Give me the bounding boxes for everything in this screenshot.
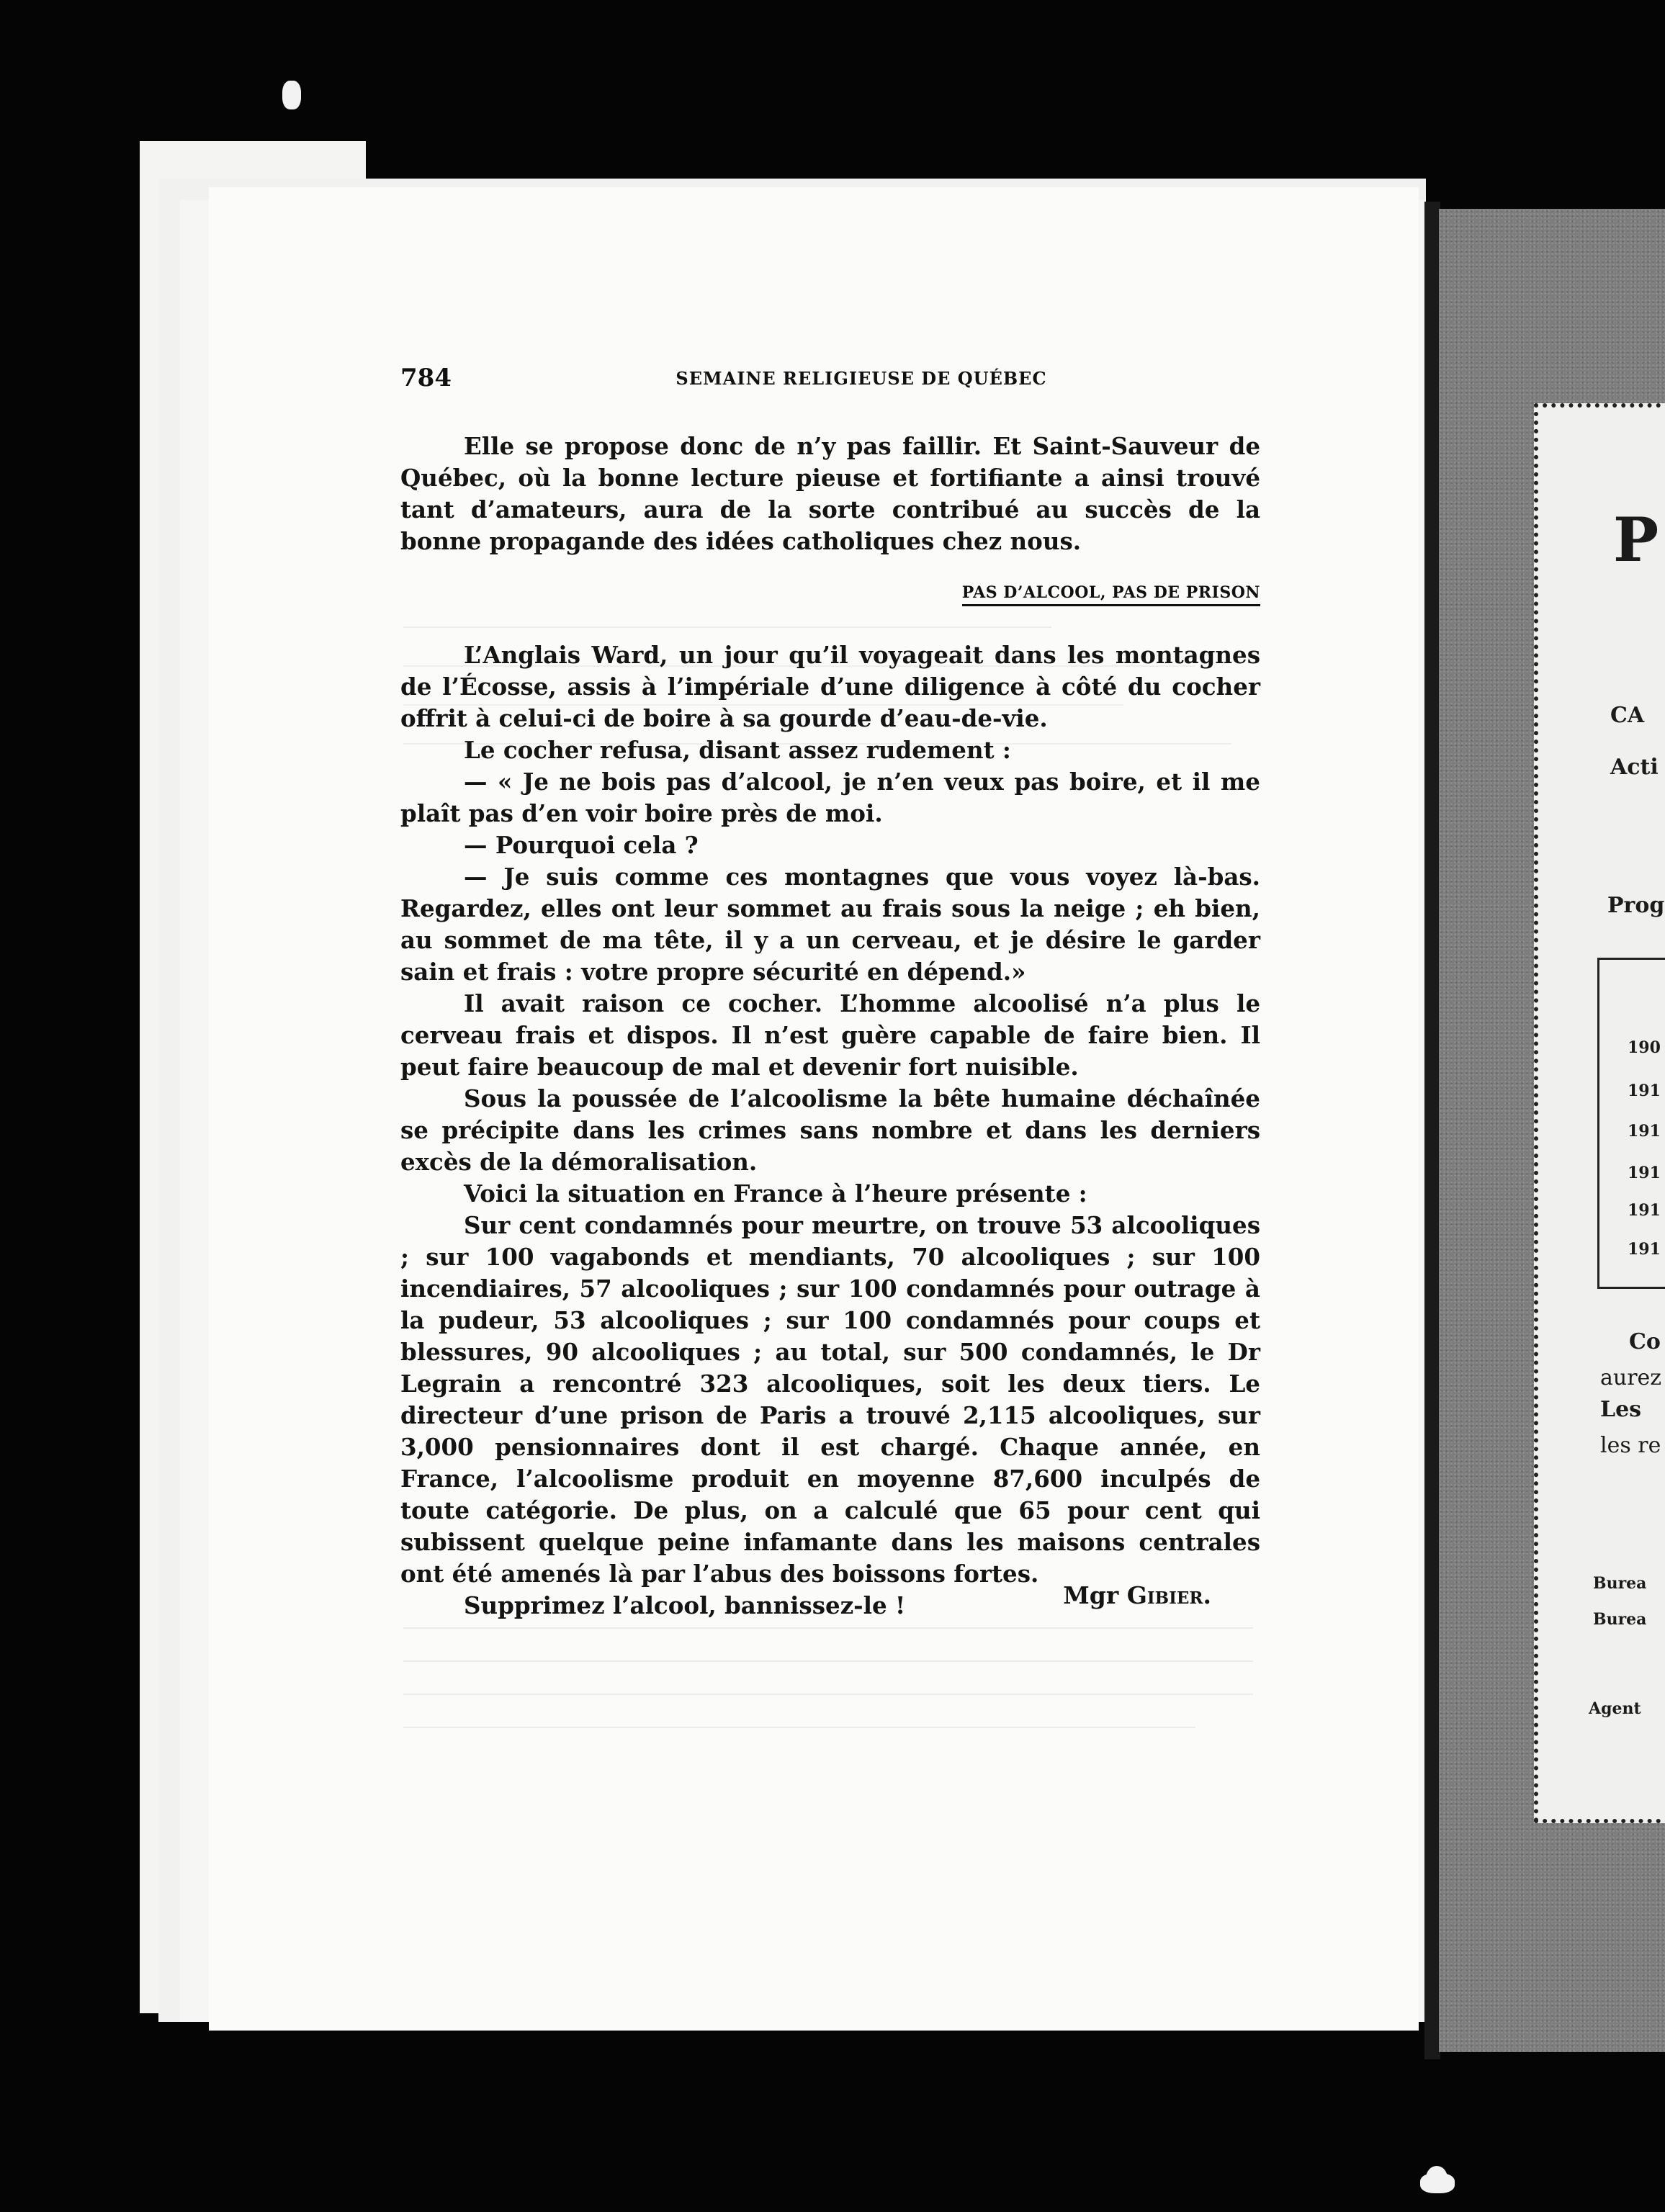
booklet-fragment: Burea bbox=[1593, 1610, 1647, 1629]
signature bbox=[1063, 1581, 1211, 1609]
booklet-fragment: CA bbox=[1610, 703, 1645, 728]
paragraph: Sous la poussée de l’alcoolisme la bête humaine déchaînée se précipite dans les crimes sans nombre et dans les derniers excès de la démoralisation. bbox=[400, 1084, 1260, 1176]
booklet-fragment: 191 bbox=[1628, 1164, 1661, 1182]
bleed-through-text bbox=[403, 1627, 1267, 1786]
booklet-fragment: Burea bbox=[1593, 1574, 1647, 1593]
booklet-fragment: 190 bbox=[1628, 1038, 1661, 1057]
booklet-spine bbox=[1424, 202, 1440, 2059]
booklet-fragment: Prog bbox=[1607, 893, 1665, 918]
paragraph: Il avait raison ce cocher. L’homme alcoolisé n’a plus le cerveau frais et dispos. Il n’est guère capable de faire bien. Il peut faire beaucoup de mal et devenir fort nuisible. bbox=[400, 989, 1260, 1081]
paragraph: Voici la situation en France à l’heure présente : bbox=[464, 1179, 1087, 1208]
paragraph: L’Anglais Ward, un jour qu’il voyageait dans les montagnes de l’Écosse, assis à l’impériale d’une diligence à côté du cocher offrit à celui-ci de boire à sa gourde d’eau-de-vie. bbox=[400, 641, 1260, 732]
paragraph: Le cocher refusa, disant assez rudement : bbox=[464, 736, 1011, 764]
dust-speck bbox=[282, 81, 301, 109]
booklet-fragment: 191 bbox=[1628, 1082, 1661, 1100]
page-header bbox=[400, 364, 1260, 400]
paragraph: — Je suis comme ces montagnes que vous voyez là-bas. Regardez, elles ont leur sommet au frais sous la neige ; eh bien, au sommet de ma tête, il y a un cerveau, et je désire le garder sain et frais : votre propre sécurité en dépend.» bbox=[400, 863, 1260, 986]
booklet-fragment: 191 bbox=[1628, 1122, 1661, 1141]
intro-paragraph: Elle se propose donc de n’y pas faillir. Et Saint-Sauveur de Québec, où la bonne lecture pieuse et fortifiante a ainsi trouvé tant d’amateurs, aura de la sorte contribué au succès de la bonne propagande des idées catholiques chez nous. bbox=[400, 432, 1260, 555]
paragraph: Sur cent condamnés pour meurtre, on trouve 53 alcooliques ; sur 100 vagabonds et mendiants, 70 alcooliques ; sur 100 incendiaires, 57 alcooliques ; sur 100 condamnés pour outrage à la pudeur, 53 alcooliques ; sur 100 condamnés pour coups et blessures, 90 alcooliques ; au total, sur 500 condamnés, le Dr Legrain a rencontré 323 alcooliques, soit les deux tiers. Le directeur d’une prison de Paris a trouvé 2,115 alcooliques, sur 3,000 pensionnaires dont il est chargé. Chaque année, en France, l’alcoolisme produit en moyenne 87,600 inculpés de toute catégorie. De plus, on a calculé que 65 pour cent qui subissent quelque peine infamante dans les maisons centrales ont été amenés là par l’abus des boissons fortes. bbox=[400, 1211, 1260, 1588]
page-number: 784 bbox=[400, 364, 452, 392]
booklet-fragment: P bbox=[1613, 504, 1659, 575]
article-body bbox=[400, 639, 1260, 1622]
booklet-fragment: Acti bbox=[1610, 755, 1659, 780]
paragraph: Supprimez l’alcool, bannissez-le ! bbox=[464, 1591, 906, 1619]
signature-name: Gibier. bbox=[1126, 1581, 1211, 1609]
booklet-fragment: les re bbox=[1600, 1433, 1661, 1458]
running-title: SEMAINE RELIGIEUSE DE QUÉBEC bbox=[676, 368, 1047, 389]
section-title: PAS D’ALCOOL, PAS DE PRISON bbox=[962, 583, 1260, 606]
booklet-fragment: aurez bbox=[1600, 1365, 1662, 1390]
booklet-fragment: 191 bbox=[1628, 1201, 1661, 1220]
booklet-fragment: Les bbox=[1600, 1397, 1642, 1422]
signature-title: Mgr bbox=[1063, 1581, 1119, 1609]
booklet-fragment: 191 bbox=[1628, 1240, 1661, 1259]
intro-block bbox=[400, 431, 1260, 557]
paragraph: — Pourquoi cela ? bbox=[464, 831, 699, 859]
film-mark bbox=[1426, 2166, 1448, 2190]
paragraph: — « Je ne bois pas d’alcool, je n’en veux pas boire, et il me plaît pas d’en voir boire près de moi. bbox=[400, 768, 1260, 827]
booklet-fragment: Agent bbox=[1589, 1699, 1641, 1718]
booklet-fragment: Co bbox=[1629, 1329, 1661, 1354]
